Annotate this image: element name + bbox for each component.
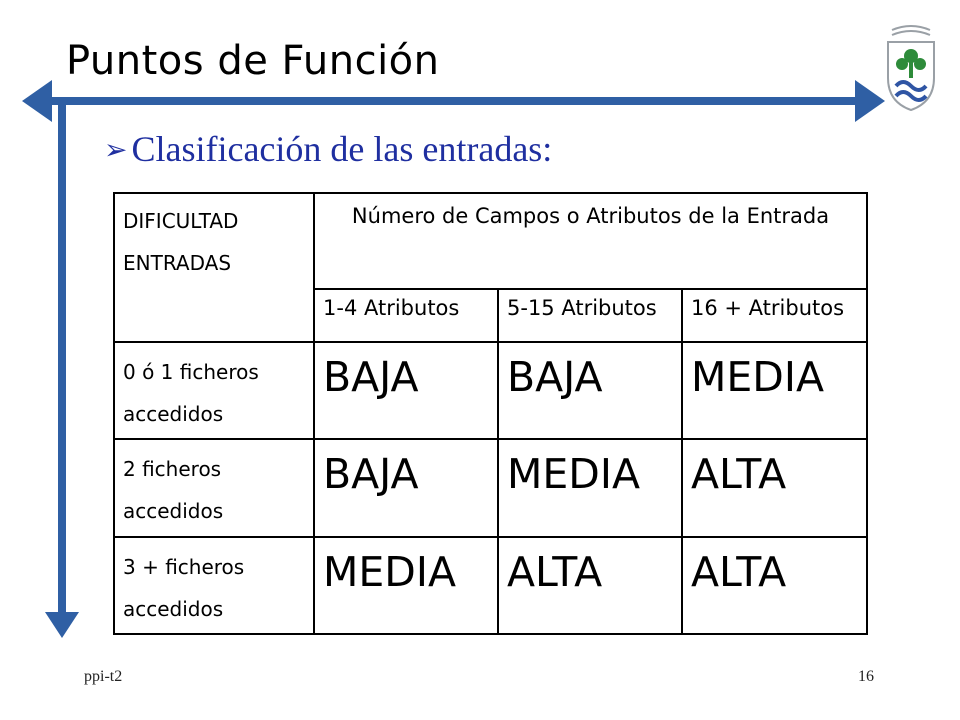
table-cell: MEDIA [498, 439, 682, 537]
university-crest-icon [880, 20, 942, 112]
slide-title: Puntos de Función [66, 38, 440, 84]
table-row [114, 342, 867, 440]
table-cell: BAJA [314, 342, 498, 440]
bullet-item [104, 128, 552, 170]
row-label [114, 342, 314, 440]
table-cell: ALTA [682, 537, 867, 634]
table-row [114, 439, 867, 537]
row-label-line: 2 ficheros [123, 457, 222, 482]
row-label-line: 0 ó 1 ficheros [123, 359, 259, 384]
column-header: 5-15 Atributos [498, 289, 682, 342]
row-label [114, 537, 314, 634]
corner-line: ENTRADAS [123, 251, 232, 275]
corner-line: DIFICULTAD [123, 209, 239, 233]
row-label-line: accedidos [123, 597, 224, 622]
row-label-line: accedidos [123, 401, 224, 426]
table-cell: ALTA [498, 537, 682, 634]
arrow-left-icon [22, 80, 52, 122]
column-header: 16 + Atributos [682, 289, 867, 342]
row-label-line: 3 + ficheros [123, 555, 245, 580]
bullet-text: Clasificación de las entradas: [131, 129, 553, 169]
row-label-line: accedidos [123, 499, 224, 524]
corner-cell [114, 193, 314, 342]
footer-label: ppi-t2 [84, 668, 123, 685]
arrow-bullet-icon: ➢ [104, 135, 128, 166]
table-row [114, 537, 867, 634]
vertical-rule [58, 97, 66, 621]
difficulty-table [113, 192, 868, 635]
table-cell: MEDIA [682, 342, 867, 440]
table-cell: MEDIA [314, 537, 498, 634]
arrow-down-icon [45, 612, 79, 638]
page-number: 16 [858, 668, 874, 685]
horizontal-rule [46, 97, 864, 105]
table-header: Número de Campos o Atributos de la Entrada [314, 193, 867, 289]
row-label [114, 439, 314, 537]
table-cell: ALTA [682, 439, 867, 537]
table-cell: BAJA [498, 342, 682, 440]
column-header: 1-4 Atributos [314, 289, 498, 342]
table-cell: BAJA [314, 439, 498, 537]
